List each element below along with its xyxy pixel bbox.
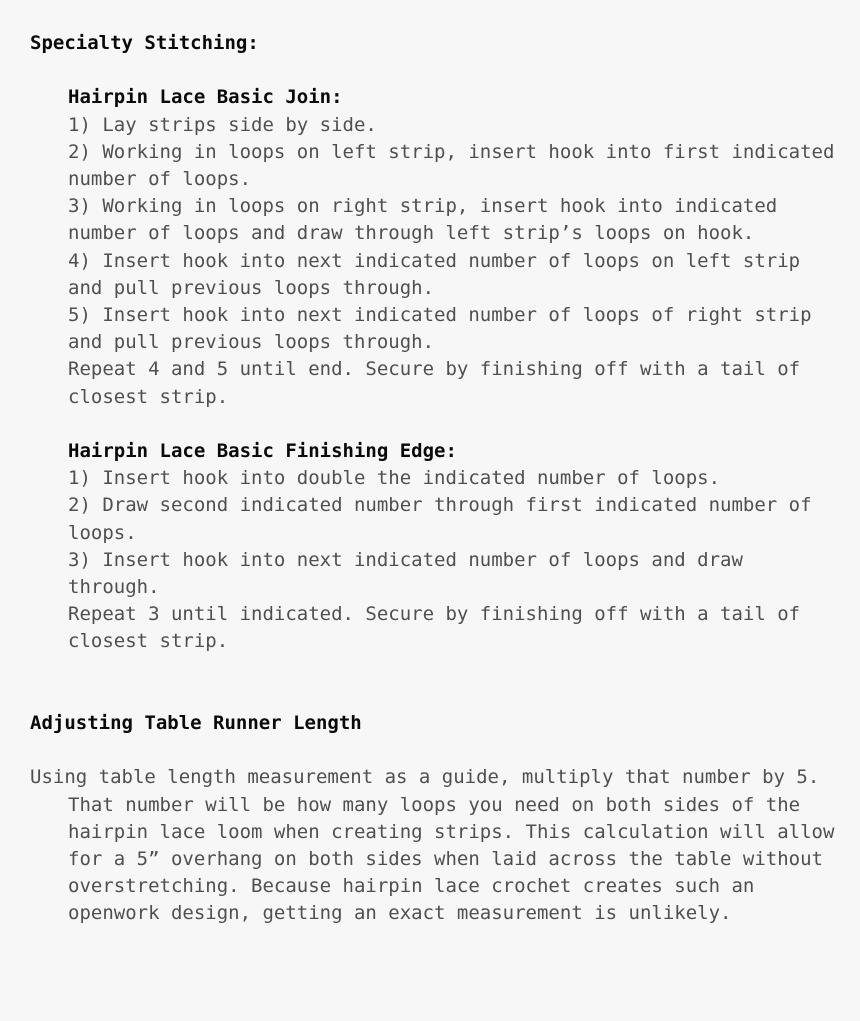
step-item: 4) Insert hook into next indicated number of loops on left strip and pull previous loops through. <box>68 249 812 299</box>
subsection-hairpin-lace-basic-finishing-edge <box>68 438 842 656</box>
step-item: 1) Insert hook into double the indicated number of loops. <box>68 467 721 490</box>
step-item: 5) Insert hook into next indicated number of loops of right strip and pull previous loops through. <box>68 304 823 354</box>
spacer <box>30 656 842 710</box>
step-item: 2) Draw second indicated number through first indicated number of loops. <box>68 494 823 544</box>
section-heading-specialty-stitching: Specialty Stitching: <box>30 32 259 54</box>
subsection-hairpin-lace-basic-join <box>68 84 846 410</box>
paragraph-adjusting-table-runner-length: Using table length measurement as a guide, multiply that number by 5. That number will be how many loops you need on both sides of the hairpin lace loom when creating strips. This calculation will allow for a 5” overhang on both sides when laid across the table without overstretching. Because hairpin lace crochet creates such an openwork design, getting an exact measurement is unlikely. <box>30 766 846 925</box>
step-item: 2) Working in loops on left strip, insert hook into first indicated number of loops. <box>68 140 846 190</box>
spacer <box>30 57 842 84</box>
spacer <box>68 411 842 438</box>
subsection-heading-hairpin-lace-basic-join: Hairpin Lace Basic Join: <box>68 86 343 109</box>
spacer <box>30 737 842 764</box>
step-item: 1) Lay strips side by side. <box>68 113 377 136</box>
step-item: 3) Insert hook into next indicated number of loops and draw through. <box>68 548 755 599</box>
step-repeat-note: Repeat 4 and 5 until end. Secure by finishing off with a tail of closest strip. <box>68 358 812 408</box>
subsection-heading-hairpin-lace-basic-finishing-edge: Hairpin Lace Basic Finishing Edge: <box>68 440 457 463</box>
section-adjusting-table-runner-length <box>30 710 846 928</box>
subsection-group <box>68 84 846 655</box>
section-specialty-stitching <box>30 30 846 656</box>
step-item: 3) Working in loops on right strip, insert hook into indicated number of loops and draw through left strip’s loops on hook. <box>68 195 789 245</box>
step-repeat-note: Repeat 3 until indicated. Secure by finishing off with a tail of closest strip. <box>68 603 812 653</box>
section-heading-adjusting-table-runner-length: Adjusting Table Runner Length <box>30 712 362 735</box>
